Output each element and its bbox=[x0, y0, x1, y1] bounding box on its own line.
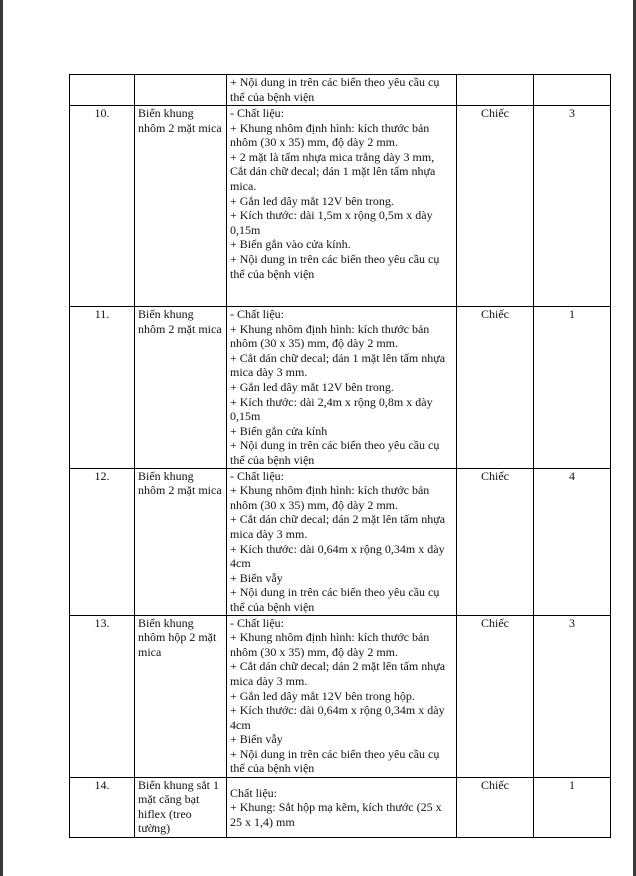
description-line: + Cắt dán chữ decal; dán 2 mặt lên tấm nhựa mica dày 3 mm. bbox=[230, 659, 446, 688]
item-quantity: 1 bbox=[534, 307, 611, 469]
item-name: Biển khung nhôm 2 mặt mica bbox=[135, 307, 227, 469]
item-description bbox=[227, 106, 457, 307]
item-unit: Chiếc bbox=[457, 468, 534, 615]
description-line: + Nội dung in trên các biển theo yêu cầu cụ thể của bệnh viện bbox=[230, 251, 440, 281]
description-line: + Khung nhôm định hình: kích thước bản nhôm (30 x 35) mm, độ dày 2 mm. bbox=[230, 321, 430, 351]
description-line: - Chất liệu: bbox=[230, 468, 284, 483]
item-name: Biển khung nhôm 2 mặt mica bbox=[135, 468, 227, 615]
row-number: 11. bbox=[70, 307, 135, 469]
description-line: + Gắn led dây mắt 12V bên trong hộp. bbox=[230, 688, 415, 703]
description-line: + Cắt dán chữ decal; dán 1 mặt lên tấm nhựa mica dày 3 mm. bbox=[230, 350, 446, 380]
table-row bbox=[70, 75, 611, 106]
description-line: + Kích thước: dài 2,4m x rộng 0,8m x dày 0,15m bbox=[230, 394, 433, 424]
description-line: + 2 mặt là tấm nhựa mica trắng dày 3 mm, Cắt dán chữ decal; dán 1 mặt lên tấm nhựa mica. bbox=[230, 149, 436, 193]
description-line: + Biển gắn vào cửa kính. bbox=[230, 237, 351, 252]
description-line: + Nội dung in trên các biển theo yêu cầu cụ thể của bệnh viện bbox=[230, 746, 440, 776]
description-line: + Khung nhôm định hình: kích thước bản nhôm (30 x 35) mm, độ dày 2 mm. bbox=[230, 483, 430, 512]
description-line: + Biển vẫy bbox=[230, 570, 283, 585]
item-description bbox=[227, 75, 457, 106]
table-row bbox=[70, 307, 611, 469]
row-number: 13. bbox=[70, 615, 135, 777]
description-line: + Biển vẫy bbox=[230, 732, 283, 747]
item-quantity: 1 bbox=[534, 777, 611, 837]
row-number: 14. bbox=[70, 777, 135, 837]
item-description bbox=[227, 307, 457, 469]
description-line: + Kích thước: dài 1,5m x rộng 0,5m x dày 0,15m bbox=[230, 208, 433, 237]
row-number bbox=[70, 75, 135, 106]
spec-table bbox=[69, 74, 611, 838]
item-description bbox=[227, 615, 457, 777]
item-quantity: 3 bbox=[534, 106, 611, 307]
table-row bbox=[70, 777, 611, 837]
description-line: + Gắn led dây mắt 12V bên trong. bbox=[230, 379, 394, 394]
description-line: + Nội dung in trên các biển theo yêu cầu cụ thể của bệnh viện bbox=[230, 585, 440, 614]
description-line: + Nội dung in trên các biển theo yêu cầu cụ thể của bệnh viện bbox=[230, 75, 440, 104]
item-unit: Chiếc bbox=[457, 106, 534, 307]
description-line: + Cắt dán chữ decal; dán 2 mặt lên tấm nhựa mica dày 3 mm. bbox=[230, 512, 446, 541]
description-line: + Khung: Sắt hộp mạ kẽm, kích thước (25 x 25 x 1,4) mm bbox=[230, 800, 442, 829]
table-row bbox=[70, 615, 611, 777]
item-description bbox=[227, 468, 457, 615]
description-line: + Kích thước: dài 0,64m x rộng 0,34m x dày 4cm bbox=[230, 541, 445, 571]
description-line: + Nội dung in trên các biển theo yêu cầu cụ thể của bệnh viện bbox=[230, 438, 440, 467]
item-name: Biển khung nhôm hộp 2 mặt mica bbox=[135, 615, 227, 777]
description-line: + Kích thước: dài 0,64m x rộng 0,34m x dày 4cm bbox=[230, 703, 445, 732]
table-row bbox=[70, 106, 611, 307]
description-line: + Biển gắn cửa kính bbox=[230, 423, 328, 438]
item-description bbox=[227, 777, 457, 837]
description-line: Chất liệu: bbox=[230, 785, 277, 800]
item-quantity bbox=[534, 75, 611, 106]
description-line: + Gắn led dây mắt 12V bên trong. bbox=[230, 193, 394, 208]
table-row bbox=[70, 468, 611, 615]
item-name: Biển khung nhôm 2 mặt mica bbox=[135, 106, 227, 307]
item-unit: Chiếc bbox=[457, 777, 534, 837]
item-unit bbox=[457, 75, 534, 106]
row-number: 12. bbox=[70, 468, 135, 615]
item-name: Biển khung sắt 1 mặt căng bạt hiflex (treo tường) bbox=[135, 777, 227, 837]
item-quantity: 4 bbox=[534, 468, 611, 615]
description-line: - Chất liệu: bbox=[230, 106, 284, 120]
description-line: - Chất liệu: bbox=[230, 615, 284, 630]
item-unit: Chiếc bbox=[457, 307, 534, 469]
description-line: - Chất liệu: bbox=[230, 307, 284, 321]
description-line: + Khung nhôm định hình: kích thước bản nhôm (30 x 35) mm, độ dày 2 mm. bbox=[230, 120, 430, 150]
item-name bbox=[135, 75, 227, 106]
item-quantity: 3 bbox=[534, 615, 611, 777]
item-unit: Chiếc bbox=[457, 615, 534, 777]
row-number: 10. bbox=[70, 106, 135, 307]
description-line: + Khung nhôm định hình: kích thước bản nhôm (30 x 35) mm, độ dày 2 mm. bbox=[230, 630, 430, 659]
page-left-border bbox=[0, 0, 3, 876]
